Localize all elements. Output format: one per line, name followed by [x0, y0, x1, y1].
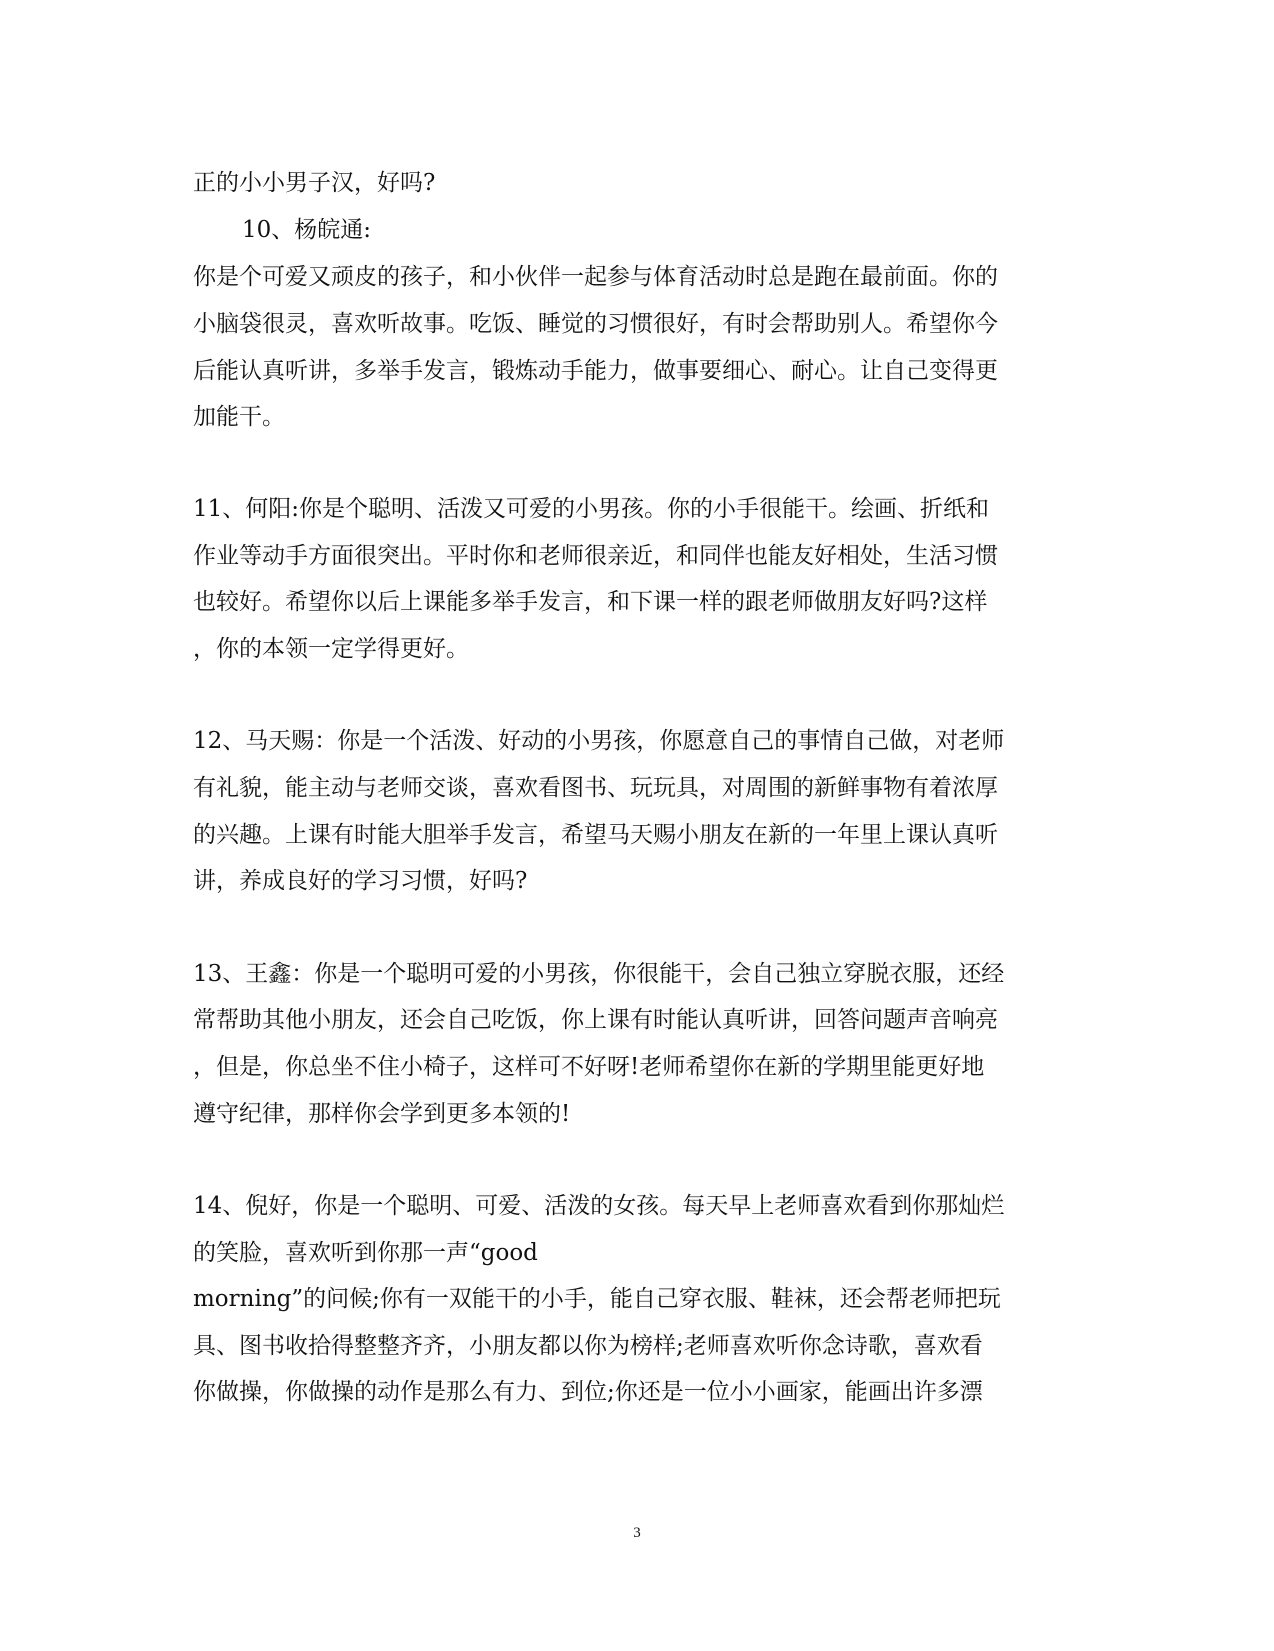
text-line: 10、杨皖通:: [242, 217, 372, 243]
text-line: 小脑袋很灵，喜欢听故事。吃饭、睡觉的习惯很好，有时会帮助别人。希望你今: [193, 311, 998, 337]
text-line: 12、马天赐：你是一个活泼、好动的小男孩，你愿意自己的事情自己做，对老师: [193, 728, 1005, 754]
text-line: 你做操，你做操的动作是那么有力、到位;你还是一位小小画家，能画出许多漂: [193, 1379, 983, 1405]
text-line: 有礼貌，能主动与老师交谈，喜欢看图书、玩玩具，对周围的新鲜事物有着浓厚: [193, 775, 998, 801]
text-line: 11、何阳:你是个聪明、活泼又可爱的小男孩。你的小手很能干。绘画、折纸和: [193, 496, 990, 522]
text-line: 也较好。希望你以后上课能多举手发言，和下课一样的跟老师做朋友好吗?这样: [193, 589, 988, 615]
text-line: 正的小小男子汉，好吗?: [193, 170, 436, 196]
text-line: 加能干。: [193, 404, 285, 430]
text-line: ，你的本领一定学得更好。: [193, 636, 469, 662]
text-line: 遵守纪律，那样你会学到更多本领的!: [193, 1101, 571, 1127]
text-line: 作业等动手方面很突出。平时你和老师很亲近，和同伴也能友好相处，生活习惯: [193, 543, 998, 569]
text-line: 13、王鑫：你是一个聪明可爱的小男孩，你很能干，会自己独立穿脱衣服，还经: [193, 961, 1005, 987]
text-line: 具、图书收拾得整整齐齐，小朋友都以你为榜样;老师喜欢听你念诗歌，喜欢看: [193, 1333, 983, 1359]
page-number: 3: [633, 1525, 641, 1541]
text-line: 常帮助其他小朋友，还会自己吃饭，你上课有时能认真听讲，回答问题声音响亮: [193, 1007, 998, 1033]
text-line: 你是个可爱又顽皮的孩子，和小伙伴一起参与体育活动时总是跑在最前面。你的: [193, 264, 998, 290]
text-line: 的兴趣。上课有时能大胆举手发言，希望马天赐小朋友在新的一年里上课认真听: [193, 822, 998, 848]
text-line: 讲，养成良好的学习习惯，好吗?: [193, 868, 528, 894]
text-line: 后能认真听讲，多举手发言，锻炼动手能力，做事要细心、耐心。让自己变得更: [193, 358, 998, 384]
text-line: 14、倪好，你是一个聪明、可爱、活泼的女孩。每天早上老师喜欢看到你那灿烂: [193, 1193, 1005, 1219]
text-line: ，但是，你总坐不住小椅子，这样可不好呀!老师希望你在新的学期里能更好地: [193, 1054, 985, 1080]
text-line: morning”的问候;你有一双能干的小手，能自己穿衣服、鞋袜，还会帮老师把玩: [193, 1286, 1001, 1312]
text-line: 的笑脸，喜欢听到你那一声“good: [193, 1240, 538, 1266]
